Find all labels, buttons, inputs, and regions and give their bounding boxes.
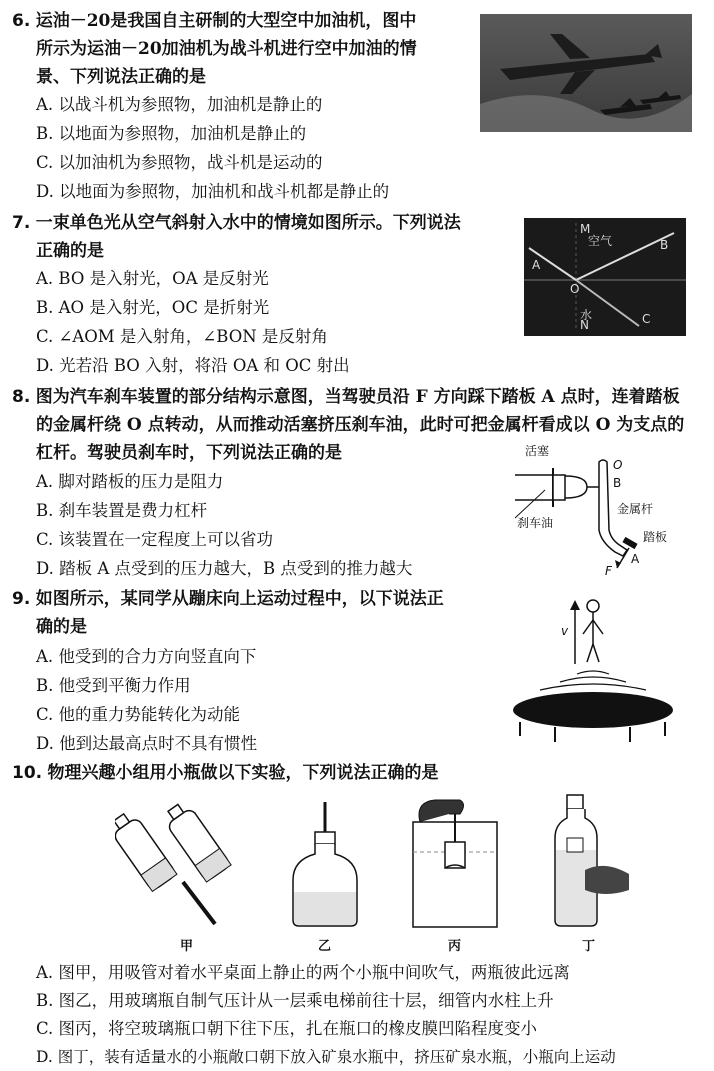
q6-stem-line1: 运油－20是我国自主研制的大型空中加油机，图中: [35, 11, 417, 31]
q10-option-d: D. 图丁，装有适量水的小瓶敞口朝下放入矿泉水瓶中，挤压矿泉水瓶，小瓶向上运动: [36, 1048, 616, 1066]
q6-refueling-photo: [480, 14, 692, 132]
q8-stem-line2: 的金属杆绕 O 点转动，从而推动活塞挤压刹车油，此时可把金属杆看成以 O 为支点的: [36, 415, 685, 435]
q9-option-d: D. 他到达最高点时不具有惯性: [36, 734, 258, 753]
q7-a-label: A: [532, 258, 541, 272]
q9-trampoline-figure: [505, 594, 695, 754]
q9-option-a: A. 他受到的合力方向竖直向下: [36, 647, 257, 666]
q10-line1: [12, 760, 439, 786]
q7-stem-line2: 正确的是: [36, 241, 104, 261]
q8-pedal-label: 踏板: [643, 530, 668, 544]
q10-stem: 物理兴趣小组用小瓶做以下实验，下列说法正确的是: [47, 763, 439, 783]
q8-piston-label: 活塞: [525, 444, 550, 458]
q10-number: 10.: [12, 763, 43, 783]
q7-line1: [12, 210, 461, 236]
q9-line1: [12, 586, 444, 612]
q10-caption-jia: 甲: [180, 939, 194, 954]
q8-f-label: F: [605, 564, 612, 578]
q7-o-label: O: [570, 282, 580, 296]
q10-figure-bing: [405, 792, 505, 932]
q7-water-label: 水: [580, 308, 593, 322]
q8-o-label: O: [613, 458, 623, 472]
q6-option-a: A. 以战斗机为参照物，加油机是静止的: [36, 95, 323, 114]
q8-brake-diagram: [505, 440, 695, 580]
q7-option-a: A. BO 是入射光，OA 是反射光: [36, 269, 269, 288]
q10-option-c: C. 图丙，将空玻璃瓶口朝下往下压，扎在瓶口的橡皮膜凹陷程度变小: [36, 1019, 538, 1038]
q6-option-b: B. 以地面为参照物，加油机是静止的: [36, 124, 307, 143]
q8-b-label: B: [613, 476, 622, 490]
q8-option-c: C. 该装置在一定程度上可以省功: [36, 530, 274, 549]
q8-line1: [12, 384, 680, 410]
q7-stem-line1: 一束单色光从空气斜射入水中的情境如图所示。下列说法: [35, 213, 461, 233]
q7-b-label: B: [660, 238, 669, 252]
q6-option-c: C. 以加油机为参照物，战斗机是运动的: [36, 153, 323, 172]
q9-stem-line1: 如图所示，某同学从蹦床向上运动过程中，以下说法正: [35, 589, 444, 609]
q8-a-label: A: [631, 552, 640, 566]
q8-stem-line3: 杠杆。驾驶员刹车时，下列说法正确的是: [36, 443, 342, 463]
q7-option-d: D. 光若沿 BO 入射，将沿 OA 和 OC 射出: [36, 356, 350, 375]
q8-option-d: D. 踏板 A 点受到的压力越大，B 点受到的推力越大: [36, 559, 413, 578]
q10-caption-bing: 丙: [448, 939, 462, 954]
q10-figure-jia: [115, 800, 235, 930]
q10-caption-yi: 乙: [318, 939, 332, 954]
q9-number: 9.: [12, 589, 31, 609]
q8-metal-rod-label: 金属杆: [617, 502, 654, 516]
q9-option-b: B. 他受到平衡力作用: [36, 676, 191, 695]
q6-option-d: D. 以地面为参照物，加油机和战斗机都是静止的: [36, 182, 390, 201]
q6-stem-line2: 所示为运油－20加油机为战斗机进行空中加油的情: [36, 39, 417, 59]
q7-n-label: N: [580, 318, 589, 332]
q10-option-b: B. 图乙，用玻璃瓶自制气压计从一层乘电梯前往十层，细管内水柱上升: [36, 991, 554, 1010]
q7-option-b: B. AO 是入射光，OC 是折射光: [36, 298, 270, 317]
q6-number: 6.: [12, 11, 31, 31]
q8-option-b: B. 刹车装置是费力杠杆: [36, 501, 208, 520]
q10-option-a: A. 图甲，用吸管对着水平桌面上静止的两个小瓶中间吹气，两瓶彼此远离: [36, 963, 570, 982]
q9-option-c: C. 他的重力势能转化为动能: [36, 705, 241, 724]
q8-option-a: A. 脚对踏板的压力是阻力: [36, 472, 224, 491]
q9-stem-line2: 确的是: [36, 617, 87, 637]
q7-number: 7.: [12, 213, 31, 233]
q9-velocity-label: v: [561, 624, 569, 638]
q8-number: 8.: [12, 387, 31, 407]
q10-figure-ding: [545, 790, 635, 930]
q6-stem-line3: 景、下列说法正确的是: [36, 67, 206, 87]
q7-option-c: C. ∠AOM 是入射角，∠BON 是反射角: [36, 327, 328, 346]
q10-figure-yi: [285, 800, 365, 930]
q10-caption-ding: 丁: [582, 939, 596, 954]
q6-line1: [12, 8, 416, 34]
q8-stem-line1: 图为汽车刹车装置的部分结构示意图，当驾驶员沿 F 方向踩下踏板 A 点时，连着踏板: [35, 387, 680, 407]
q7-m-label: M: [580, 222, 591, 236]
q8-brake-oil-label: 刹车油: [517, 516, 554, 530]
q7-c-label: C: [642, 312, 651, 326]
q7-air-label: 空气: [588, 234, 613, 248]
q7-light-refraction-figure: [524, 218, 686, 336]
